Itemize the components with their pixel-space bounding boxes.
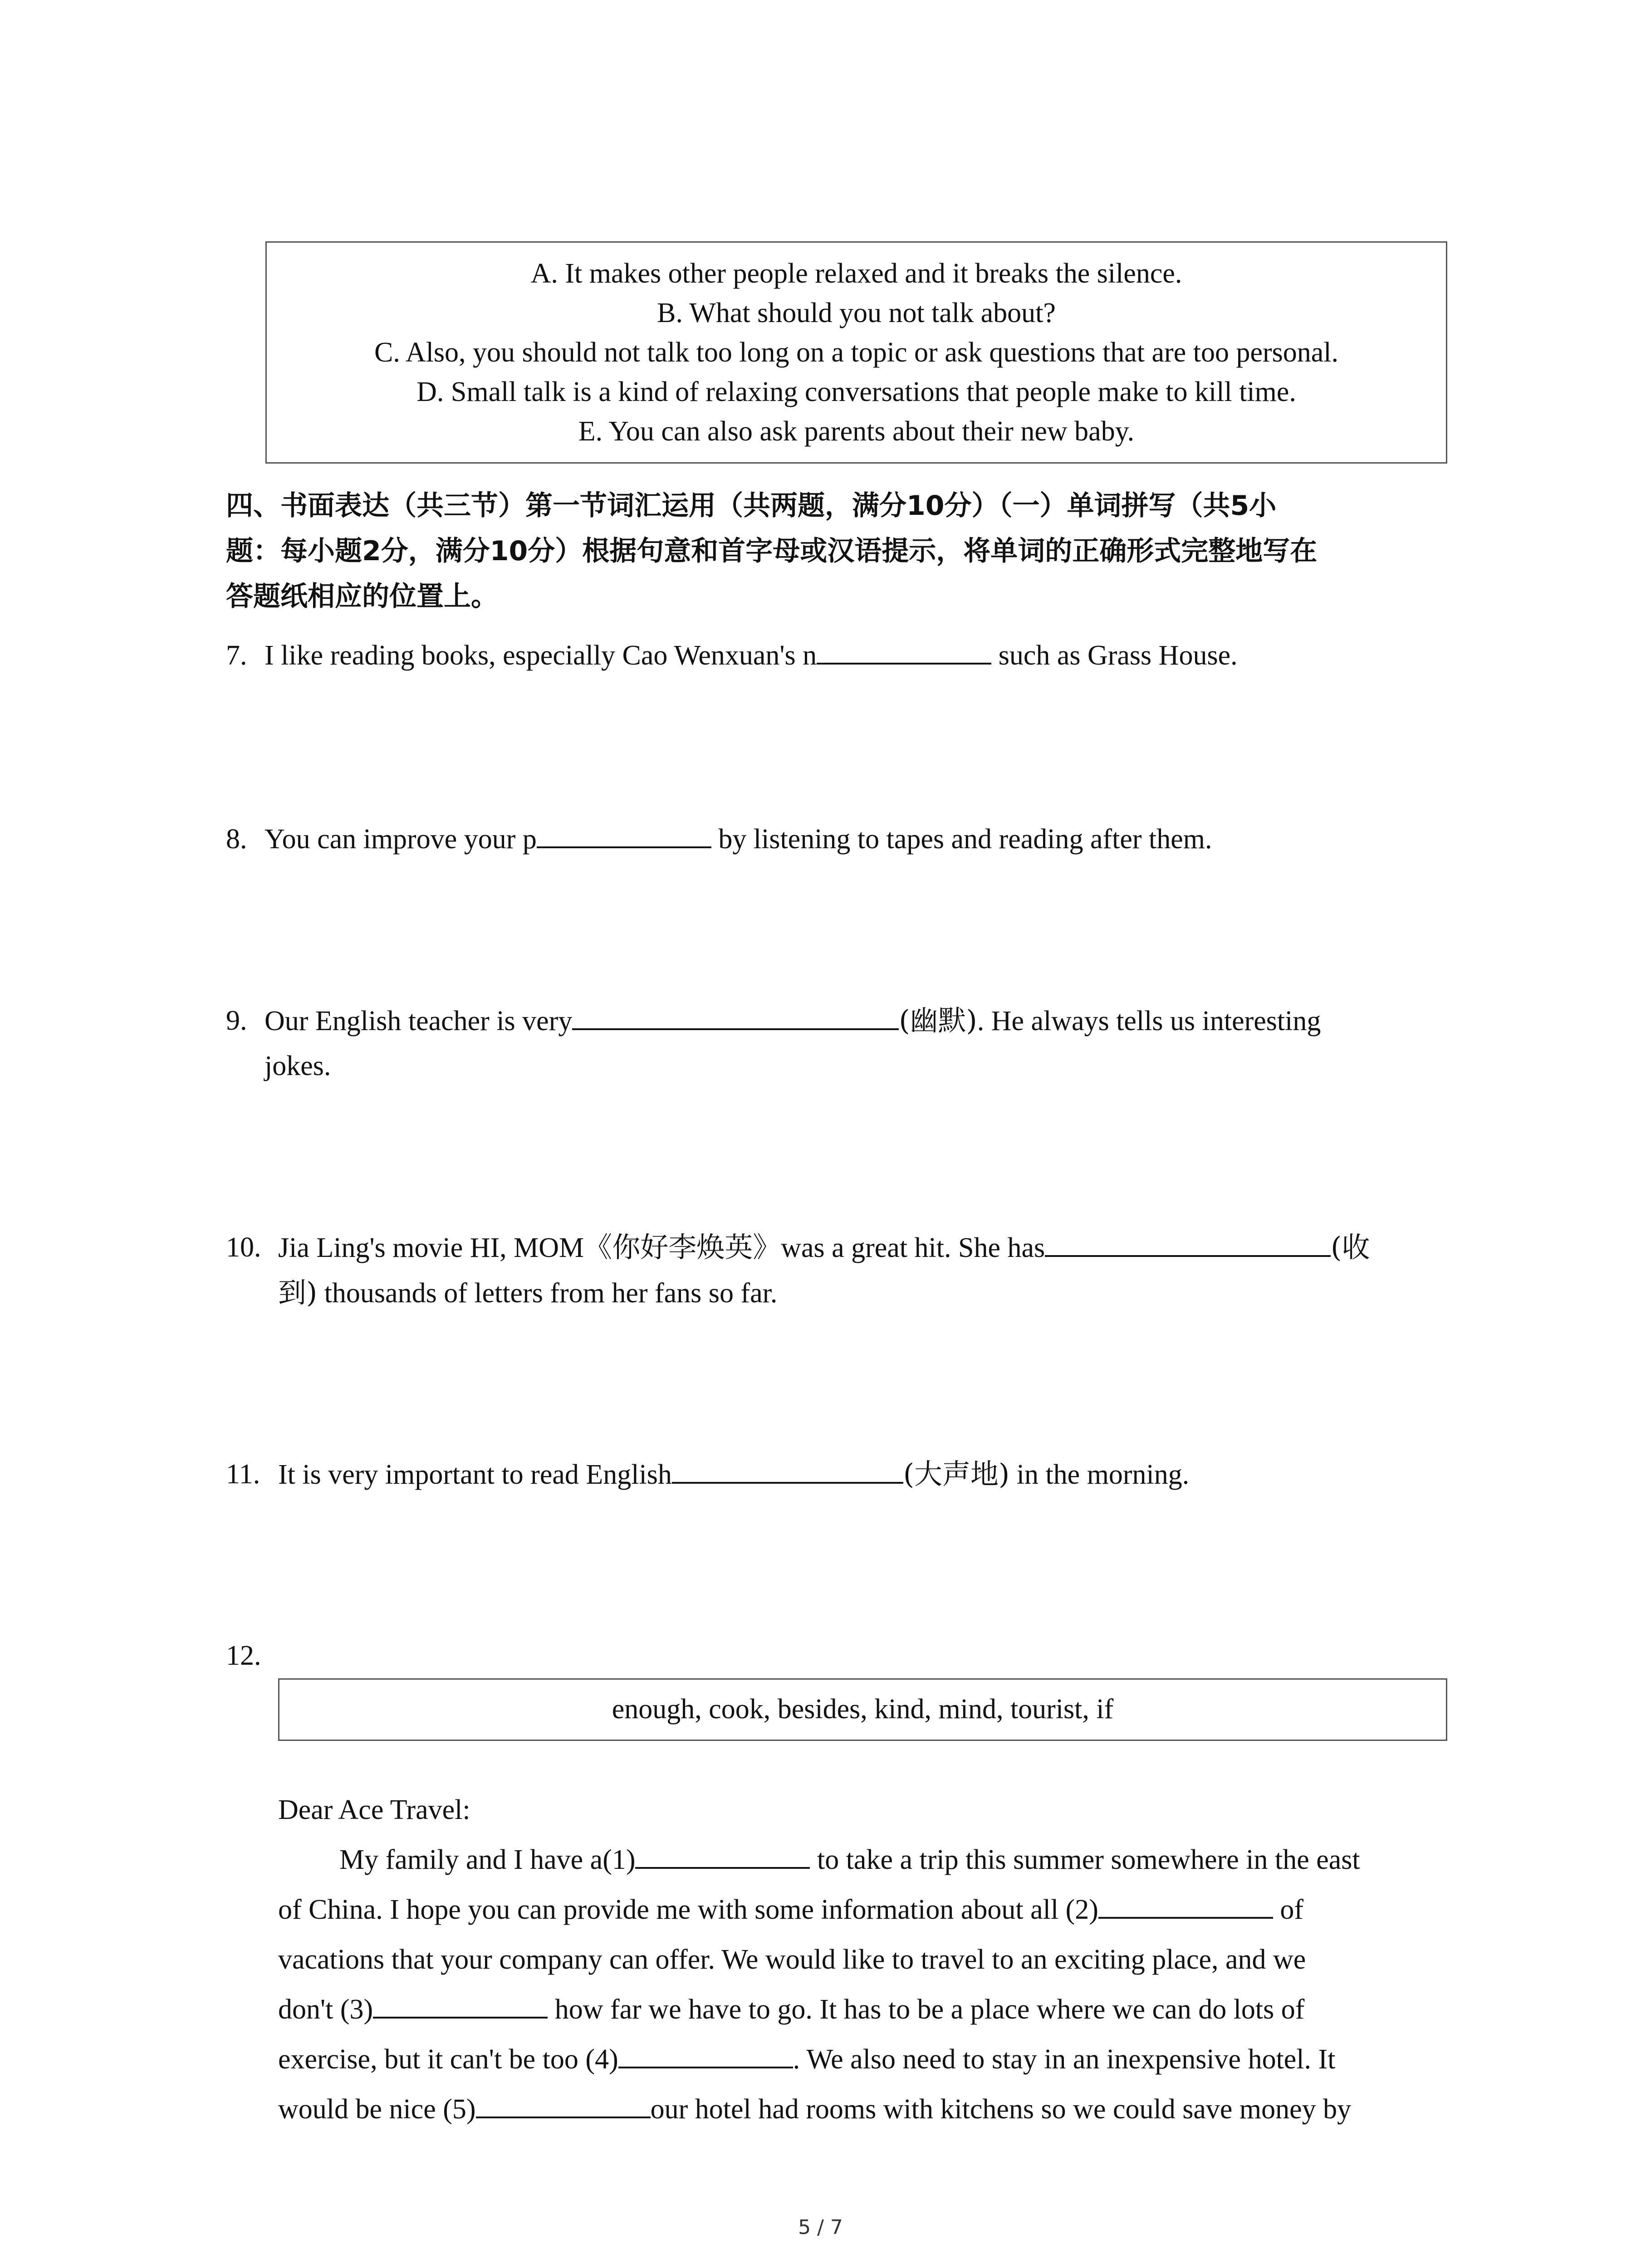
letter-text: how far we have to go. It has to be a place where we can do lots of: [548, 1994, 1305, 2025]
letter-text: of China. I hope you can provide me with some information about all (2): [278, 1894, 1098, 1925]
question-number: 9.: [226, 1005, 247, 1036]
options-box: [265, 241, 1447, 464]
question-text-after: . He always tells us interesting: [977, 1006, 1321, 1036]
word-list: enough, cook, besides, kind, mind, tourist, if: [612, 1694, 1114, 1725]
letter-text: to take a trip this summer somewhere in the east: [810, 1844, 1360, 1875]
question-7: [226, 633, 1238, 678]
question-number: 7.: [226, 640, 247, 671]
word-box: [278, 1678, 1447, 1741]
question-text: It is very important to read English: [278, 1459, 672, 1490]
question-11: [226, 1452, 1190, 1497]
option-c: C. Also, you should not talk too long on a topic or ask questions that are too personal.: [374, 337, 1338, 368]
question-number: 8.: [226, 824, 247, 855]
chinese-hint-line-2: 到): [278, 1276, 318, 1309]
answer-blank-2[interactable]: [1098, 1892, 1273, 1919]
letter-line-5: [278, 2034, 1335, 2084]
question-number: 11.: [226, 1459, 260, 1490]
section-header-line-2: 题：每小题2分，满分10分）根据句意和首字母或汉语提示，将单词的正确形式完整地写在: [226, 535, 1318, 567]
answer-blank-5[interactable]: [476, 2091, 651, 2118]
question-text-line-2: jokes.: [265, 1051, 331, 1081]
question-9: [226, 998, 1321, 1081]
answer-blank[interactable]: [817, 637, 991, 665]
answer-blank[interactable]: [672, 1457, 903, 1484]
answer-blank[interactable]: [537, 821, 711, 848]
letter-line-4: [278, 1984, 1304, 2034]
option-b: B. What should you not talk about?: [657, 298, 1056, 328]
answer-blank-4[interactable]: [618, 2041, 793, 2068]
letter-line-6: [278, 2084, 1351, 2134]
section-header: [226, 483, 1317, 619]
options-list: [267, 254, 1446, 451]
letter-text: of: [1273, 1894, 1304, 1925]
question-text: Jia Ling's movie HI, MOM《你好李焕英》was a great hit. She has: [278, 1232, 1045, 1263]
question-8: [226, 816, 1212, 862]
question-text: I like reading books, especially Cao Wenxuan's n: [265, 640, 817, 671]
page-number: 5 / 7: [798, 2216, 843, 2239]
letter-line-2: [278, 1885, 1303, 1935]
answer-blank-3[interactable]: [373, 1991, 548, 2019]
chinese-hint: (大声地): [903, 1457, 1010, 1491]
letter-text: exercise, but it can't be too (4): [278, 2044, 618, 2075]
letter-text: would be nice (5): [278, 2094, 476, 2125]
option-e: E. You can also ask parents about their new baby.: [578, 416, 1135, 447]
chinese-hint: (收: [1331, 1231, 1370, 1264]
option-d: D. Small talk is a kind of relaxing conversations that people make to kill time.: [416, 376, 1296, 407]
answer-blank[interactable]: [1045, 1230, 1331, 1257]
letter-text: don't (3): [278, 1994, 373, 2025]
letter-greeting: Dear Ace Travel:: [278, 1794, 470, 1825]
question-number: 10.: [226, 1232, 261, 1263]
question-text: Our English teacher is very: [265, 1006, 573, 1036]
letter-line-1: [339, 1835, 1360, 1885]
letter-text: . We also need to stay in an inexpensive hotel. It: [793, 2044, 1336, 2075]
question-text-after: by listening to tapes and reading after them.: [711, 824, 1212, 855]
answer-blank-1[interactable]: [635, 1842, 810, 1869]
question-10: [226, 1225, 1370, 1309]
question-text: You can improve your p: [265, 824, 537, 855]
question-text-after: in the morning.: [1009, 1459, 1190, 1490]
section-header-line-1: 四、书面表达（共三节）第一节词汇运用（共两题，满分10分）（一）单词拼写（共5小: [226, 490, 1277, 522]
question-text-line-2: thousands of letters from her fans so far.: [317, 1278, 778, 1309]
letter-line-3: vacations that your company can offer. We would like to travel to an exciting place, and we: [278, 1944, 1306, 1975]
chinese-hint: (幽默): [899, 1004, 977, 1037]
question-text-after: such as Grass House.: [991, 640, 1238, 671]
letter-text: My family and I have a(1): [339, 1844, 636, 1875]
answer-blank[interactable]: [572, 1003, 899, 1030]
option-a: A. It makes other people relaxed and it breaks the silence.: [530, 258, 1182, 289]
question-12: [226, 1633, 261, 1678]
question-number: 12.: [226, 1640, 261, 1671]
section-header-line-3: 答题纸相应的位置上。: [226, 581, 498, 612]
letter-text: our hotel had rooms with kitchens so we could save money by: [650, 2094, 1352, 2125]
